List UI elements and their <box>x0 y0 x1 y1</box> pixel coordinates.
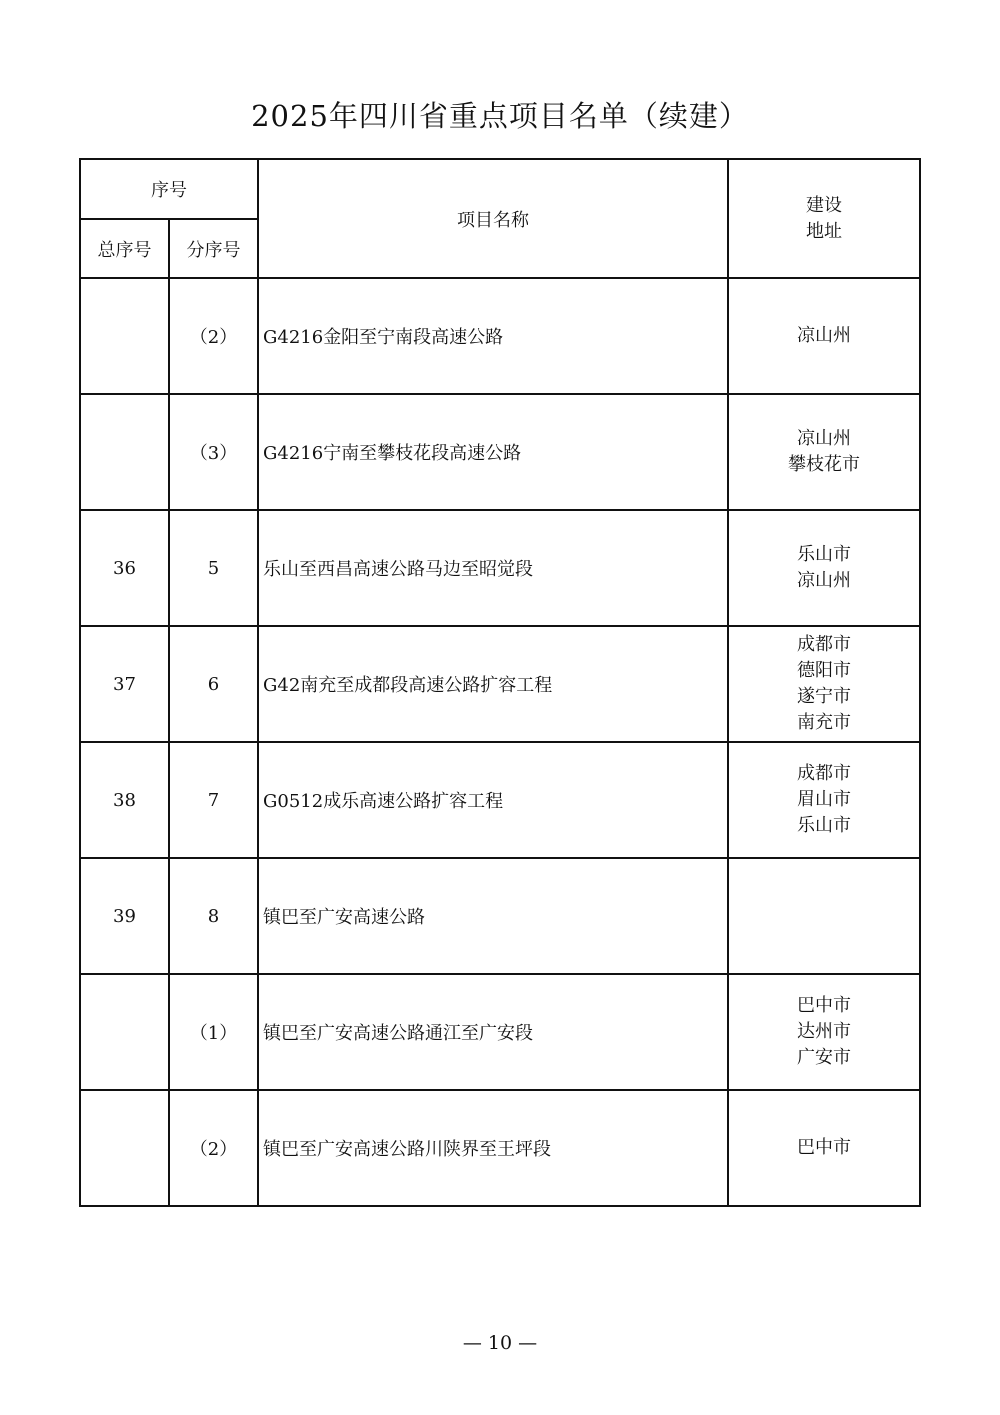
total-number-cell <box>80 394 169 510</box>
table-row <box>80 394 920 510</box>
table-row <box>80 510 920 626</box>
project-name-cell: 镇巴至广安高速公路通江至广安段 <box>258 974 728 1090</box>
location-cell <box>728 278 920 394</box>
location-line: 成都市 <box>797 763 851 784</box>
page-number: — 10 — <box>462 1332 538 1354</box>
page-title: 2025年四川省重点项目名单（续建） <box>251 99 749 133</box>
project-name-cell: 乐山至西昌高速公路马边至昭觉段 <box>258 510 728 626</box>
header-serial-group: 序号 <box>80 159 258 219</box>
sub-number-cell: 5 <box>169 510 258 626</box>
header-project-name: 项目名称 <box>258 159 728 278</box>
location-line: 攀枝花市 <box>788 454 860 475</box>
projects-table <box>79 158 921 1207</box>
total-number-cell: 38 <box>80 742 169 858</box>
table-row <box>80 742 920 858</box>
header-location-line: 建设 <box>806 194 842 216</box>
location-line: 眉山市 <box>797 789 851 810</box>
location-line: 德阳市 <box>797 660 851 681</box>
project-name-cell: 镇巴至广安高速公路 <box>258 858 728 974</box>
table-row <box>80 278 920 394</box>
sub-number-cell: （2） <box>169 1090 258 1206</box>
header-sub-number: 分序号 <box>169 219 258 278</box>
total-number-cell <box>80 278 169 394</box>
location-line: 遂宁市 <box>797 686 851 707</box>
total-number-cell: 39 <box>80 858 169 974</box>
table-row <box>80 974 920 1090</box>
location-cell <box>728 742 920 858</box>
location-line: 乐山市 <box>797 815 851 836</box>
location-cell <box>728 1090 920 1206</box>
table-body <box>80 278 920 1206</box>
sub-number-cell: 8 <box>169 858 258 974</box>
location-line: 凉山州 <box>797 570 851 591</box>
location-line: 南充市 <box>797 712 851 733</box>
total-number-cell <box>80 1090 169 1206</box>
project-name-cell: G42南充至成都段高速公路扩容工程 <box>258 626 728 742</box>
table-row <box>80 858 920 974</box>
sub-number-cell: （3） <box>169 394 258 510</box>
project-name-cell: G4216宁南至攀枝花段高速公路 <box>258 394 728 510</box>
location-line: 凉山州 <box>797 428 851 449</box>
header-location <box>728 159 920 278</box>
location-line: 乐山市 <box>797 544 851 565</box>
location-cell <box>728 974 920 1090</box>
table-row <box>80 626 920 742</box>
location-cell <box>728 626 920 742</box>
header-row-1 <box>80 159 920 219</box>
location-line: 凉山州 <box>797 325 851 346</box>
location-line: 成都市 <box>797 634 851 655</box>
project-name-cell: 镇巴至广安高速公路川陕界至王坪段 <box>258 1090 728 1206</box>
sub-number-cell: 7 <box>169 742 258 858</box>
total-number-cell: 36 <box>80 510 169 626</box>
location-cell <box>728 858 920 974</box>
location-line: 巴中市 <box>797 995 851 1016</box>
location-line: 达州市 <box>797 1021 851 1042</box>
location-line: 巴中市 <box>797 1137 851 1158</box>
project-name-cell: G4216金阳至宁南段高速公路 <box>258 278 728 394</box>
project-name-cell: G0512成乐高速公路扩容工程 <box>258 742 728 858</box>
sub-number-cell: （2） <box>169 278 258 394</box>
header-location-line: 地址 <box>806 220 842 242</box>
location-cell <box>728 394 920 510</box>
table-row <box>80 1090 920 1206</box>
location-cell <box>728 510 920 626</box>
location-line: 广安市 <box>797 1047 851 1068</box>
total-number-cell <box>80 974 169 1090</box>
header-total-number: 总序号 <box>80 219 169 278</box>
total-number-cell: 37 <box>80 626 169 742</box>
sub-number-cell: 6 <box>169 626 258 742</box>
sub-number-cell: （1） <box>169 974 258 1090</box>
